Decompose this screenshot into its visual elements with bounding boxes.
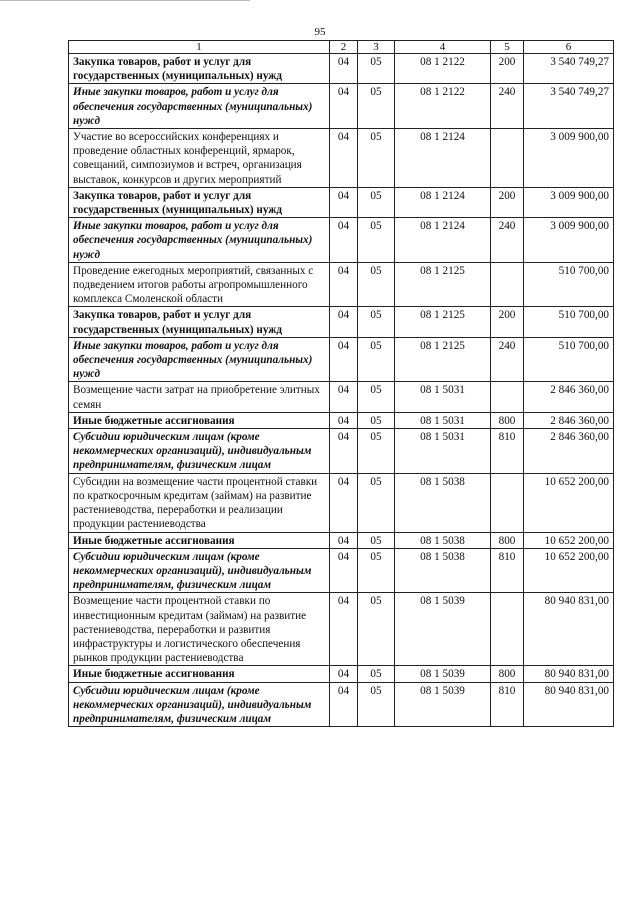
- section-code-cell: 04: [330, 532, 358, 548]
- table-row: [69, 382, 614, 412]
- subsection-code-cell: 05: [358, 54, 395, 84]
- section-code-cell: 04: [330, 412, 358, 428]
- scan-edge-line: [0, 0, 250, 1]
- subsection-code-cell: 05: [358, 84, 395, 129]
- expense-type-code-cell: 240: [491, 337, 524, 382]
- target-article-code-cell: 08 1 5038: [395, 473, 491, 532]
- expense-type-code-cell: 800: [491, 532, 524, 548]
- amount-cell: 2 846 360,00: [524, 429, 614, 474]
- target-article-code-cell: 08 1 5039: [395, 593, 491, 666]
- subsection-code-cell: 05: [358, 382, 395, 412]
- expense-type-code-cell: 200: [491, 307, 524, 337]
- table-row: [69, 473, 614, 532]
- item-name-cell: Иные бюджетные ассигнования: [69, 666, 330, 682]
- target-article-code-cell: 08 1 2122: [395, 54, 491, 84]
- expense-type-code-cell: [491, 593, 524, 666]
- expense-type-code-cell: [491, 473, 524, 532]
- item-name-cell: Возмещение части процентной ставки по инвестиционным кредитам (займам) на развитие растениеводства, переработки и развития инфраструктуры и логистического обеспечения рынков продукции растениеводства: [69, 593, 330, 666]
- section-code-cell: 04: [330, 382, 358, 412]
- table-row: [69, 262, 614, 307]
- amount-cell: 10 652 200,00: [524, 532, 614, 548]
- table-row: [69, 532, 614, 548]
- amount-cell: 3 009 900,00: [524, 218, 614, 263]
- table-row: [69, 218, 614, 263]
- item-name-cell: Закупка товаров, работ и услуг для государственных (муниципальных) нужд: [69, 187, 330, 217]
- subsection-code-cell: 05: [358, 682, 395, 727]
- table-row: [69, 187, 614, 217]
- table-row: [69, 307, 614, 337]
- table-row: [69, 412, 614, 428]
- amount-cell: 80 940 831,00: [524, 593, 614, 666]
- amount-cell: 3 009 900,00: [524, 129, 614, 188]
- item-name-cell: Иные закупки товаров, работ и услуг для обеспечения государственных (муниципальных) нужд: [69, 218, 330, 263]
- subsection-code-cell: 05: [358, 129, 395, 188]
- target-article-code-cell: 08 1 5039: [395, 682, 491, 727]
- target-article-code-cell: 08 1 5038: [395, 532, 491, 548]
- expense-type-code-cell: 810: [491, 429, 524, 474]
- target-article-code-cell: 08 1 5031: [395, 412, 491, 428]
- subsection-code-cell: 05: [358, 429, 395, 474]
- item-name-cell: Участие во всероссийских конференциях и проведение областных конференций, ярмарок, совещаний, симпозиумов и встреч, организация выставок, конкурсов и других мероприятий: [69, 129, 330, 188]
- header-col-6: 6: [524, 41, 614, 54]
- expense-type-code-cell: 240: [491, 84, 524, 129]
- target-article-code-cell: 08 1 2124: [395, 218, 491, 263]
- subsection-code-cell: 05: [358, 187, 395, 217]
- header-col-1: 1: [69, 41, 330, 54]
- subsection-code-cell: 05: [358, 218, 395, 263]
- target-article-code-cell: 08 1 5031: [395, 429, 491, 474]
- budget-table-body: [69, 41, 614, 727]
- section-code-cell: 04: [330, 682, 358, 727]
- item-name-cell: Субсидии юридическим лицам (кроме некоммерческих организаций), индивидуальным предпринимателям, физическим лицам: [69, 682, 330, 727]
- expense-type-code-cell: 800: [491, 666, 524, 682]
- table-row: [69, 54, 614, 84]
- expense-type-code-cell: [491, 129, 524, 188]
- header-col-4: 4: [395, 41, 491, 54]
- section-code-cell: 04: [330, 218, 358, 263]
- page-number: 95: [314, 26, 326, 38]
- header-col-3: 3: [358, 41, 395, 54]
- item-name-cell: Иные закупки товаров, работ и услуг для обеспечения государственных (муниципальных) нужд: [69, 84, 330, 129]
- subsection-code-cell: 05: [358, 593, 395, 666]
- table-row: [69, 593, 614, 666]
- item-name-cell: Субсидии юридическим лицам (кроме некоммерческих организаций), индивидуальным предпринимателям, физическим лицам: [69, 548, 330, 593]
- section-code-cell: 04: [330, 262, 358, 307]
- expense-type-code-cell: [491, 382, 524, 412]
- table-row: [69, 682, 614, 727]
- item-name-cell: Иные бюджетные ассигнования: [69, 532, 330, 548]
- table-row: [69, 429, 614, 474]
- section-code-cell: 04: [330, 429, 358, 474]
- item-name-cell: Субсидии юридическим лицам (кроме некоммерческих организаций), индивидуальным предпринимателям, физическим лицам: [69, 429, 330, 474]
- target-article-code-cell: 08 1 2122: [395, 84, 491, 129]
- table-row: [69, 666, 614, 682]
- subsection-code-cell: 05: [358, 666, 395, 682]
- section-code-cell: 04: [330, 307, 358, 337]
- target-article-code-cell: 08 1 2124: [395, 129, 491, 188]
- section-code-cell: 04: [330, 84, 358, 129]
- amount-cell: 510 700,00: [524, 262, 614, 307]
- subsection-code-cell: 05: [358, 262, 395, 307]
- amount-cell: 10 652 200,00: [524, 473, 614, 532]
- target-article-code-cell: 08 1 2124: [395, 187, 491, 217]
- amount-cell: 3 009 900,00: [524, 187, 614, 217]
- target-article-code-cell: 08 1 5038: [395, 548, 491, 593]
- item-name-cell: Субсидии на возмещение части процентной ставки по краткосрочным кредитам (займам) на развитие растениеводства, переработки и реализации продукции растениеводства: [69, 473, 330, 532]
- item-name-cell: Иные закупки товаров, работ и услуг для обеспечения государственных (муниципальных) нужд: [69, 337, 330, 382]
- item-name-cell: Закупка товаров, работ и услуг для государственных (муниципальных) нужд: [69, 307, 330, 337]
- target-article-code-cell: 08 1 5031: [395, 382, 491, 412]
- item-name-cell: Возмещение части затрат на приобретение элитных семян: [69, 382, 330, 412]
- target-article-code-cell: 08 1 2125: [395, 307, 491, 337]
- section-code-cell: 04: [330, 666, 358, 682]
- table-header-row: [69, 41, 614, 54]
- amount-cell: 510 700,00: [524, 307, 614, 337]
- section-code-cell: 04: [330, 187, 358, 217]
- target-article-code-cell: 08 1 2125: [395, 337, 491, 382]
- section-code-cell: 04: [330, 129, 358, 188]
- table-row: [69, 337, 614, 382]
- amount-cell: 3 540 749,27: [524, 84, 614, 129]
- amount-cell: 10 652 200,00: [524, 548, 614, 593]
- section-code-cell: 04: [330, 337, 358, 382]
- expense-type-code-cell: 800: [491, 412, 524, 428]
- amount-cell: 80 940 831,00: [524, 682, 614, 727]
- amount-cell: 510 700,00: [524, 337, 614, 382]
- table-row: [69, 84, 614, 129]
- amount-cell: 2 846 360,00: [524, 412, 614, 428]
- expense-type-code-cell: 810: [491, 548, 524, 593]
- subsection-code-cell: 05: [358, 412, 395, 428]
- item-name-cell: Закупка товаров, работ и услуг для государственных (муниципальных) нужд: [69, 54, 330, 84]
- header-col-5: 5: [491, 41, 524, 54]
- amount-cell: 80 940 831,00: [524, 666, 614, 682]
- table-row: [69, 129, 614, 188]
- item-name-cell: Иные бюджетные ассигнования: [69, 412, 330, 428]
- section-code-cell: 04: [330, 54, 358, 84]
- table-row: [69, 548, 614, 593]
- expense-type-code-cell: 810: [491, 682, 524, 727]
- expense-type-code-cell: 200: [491, 187, 524, 217]
- expense-type-code-cell: 200: [491, 54, 524, 84]
- target-article-code-cell: 08 1 2125: [395, 262, 491, 307]
- section-code-cell: 04: [330, 548, 358, 593]
- section-code-cell: 04: [330, 473, 358, 532]
- header-col-2: 2: [330, 41, 358, 54]
- subsection-code-cell: 05: [358, 337, 395, 382]
- subsection-code-cell: 05: [358, 532, 395, 548]
- expense-type-code-cell: [491, 262, 524, 307]
- amount-cell: 3 540 749,27: [524, 54, 614, 84]
- subsection-code-cell: 05: [358, 473, 395, 532]
- item-name-cell: Проведение ежегодных мероприятий, связанных с подведением итогов работы агропромышленного комплекса Смоленской области: [69, 262, 330, 307]
- section-code-cell: 04: [330, 593, 358, 666]
- expense-type-code-cell: 240: [491, 218, 524, 263]
- amount-cell: 2 846 360,00: [524, 382, 614, 412]
- subsection-code-cell: 05: [358, 307, 395, 337]
- subsection-code-cell: 05: [358, 548, 395, 593]
- budget-table: [68, 40, 614, 727]
- target-article-code-cell: 08 1 5039: [395, 666, 491, 682]
